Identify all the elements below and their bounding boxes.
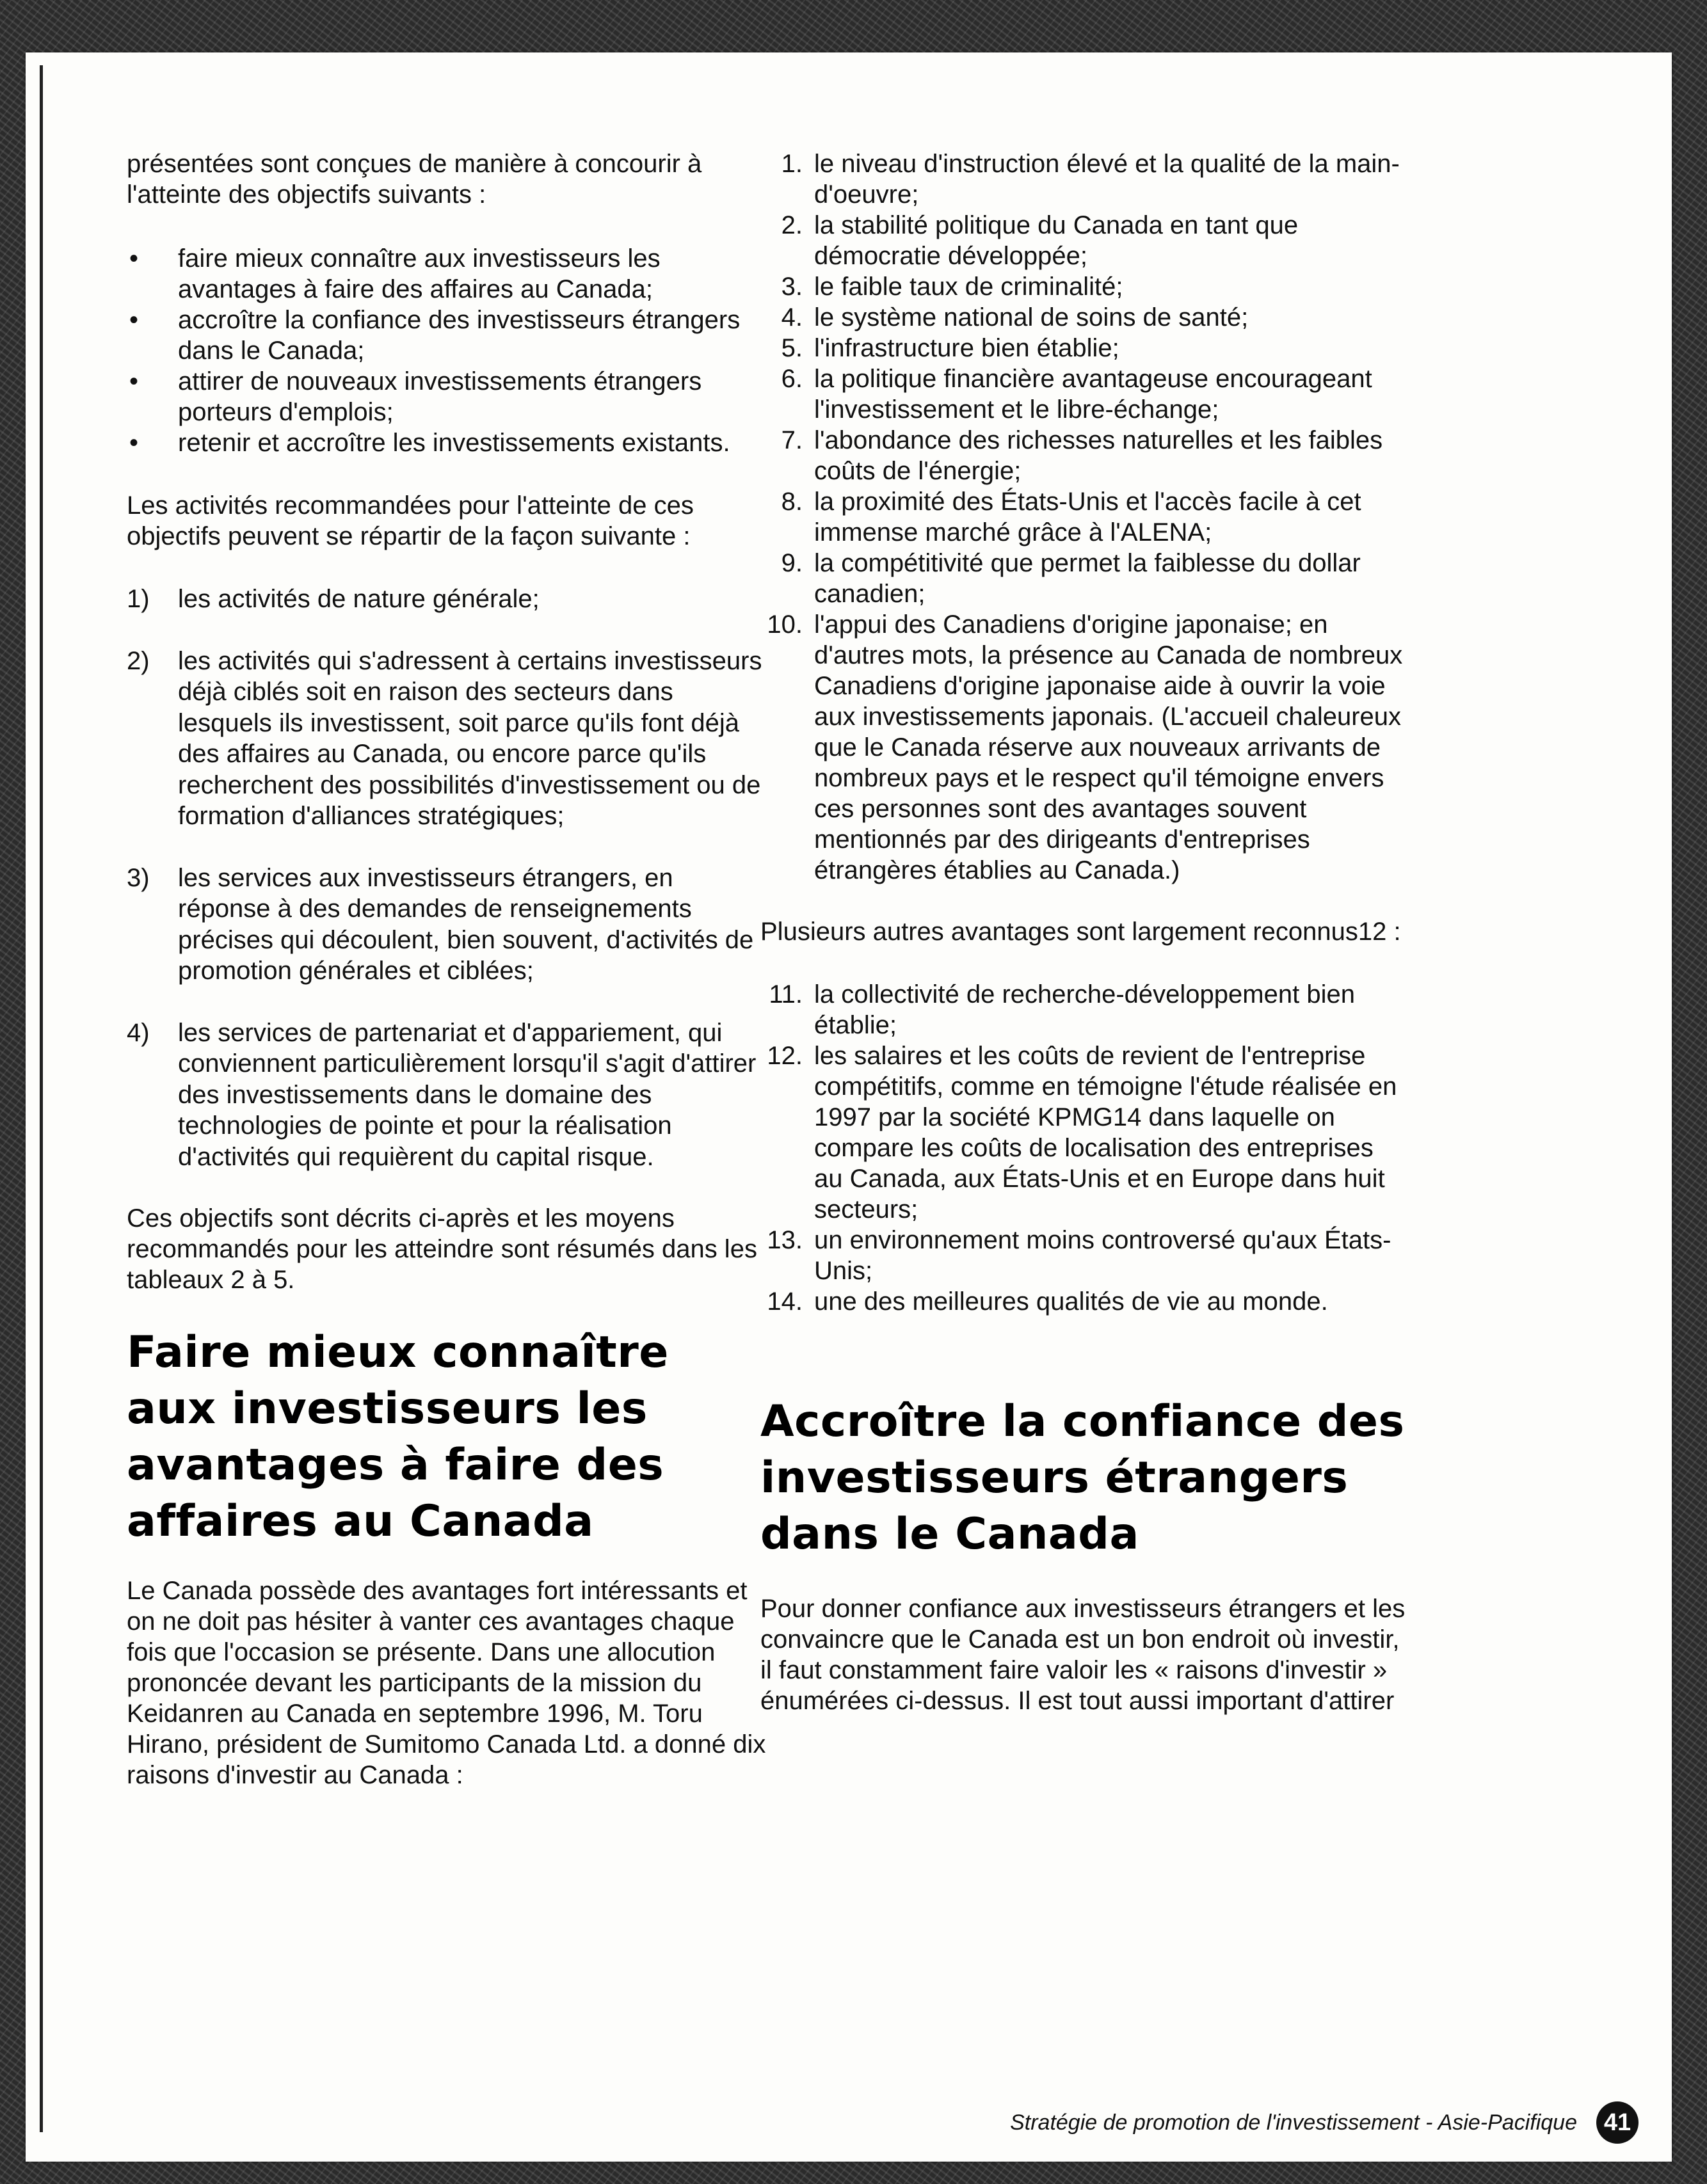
list-item: 11. la collectivité de recherche-développement bien établie; [769, 980, 1355, 1039]
other-reasons-list [760, 979, 1407, 1317]
page-number-badge: 41 [1596, 2101, 1639, 2144]
list-item: • retenir et accroître les investissements existants. [129, 429, 730, 457]
right-column [760, 148, 1407, 1748]
list-item: 1) les activités de nature générale; [127, 585, 540, 613]
list-item: 5. l'infrastructure bien établie; [781, 334, 1119, 362]
bullet-icon: • [129, 429, 139, 457]
list-item: 1. le niveau d'instruction élevé et la qualité de la main-d'oeuvre; [781, 150, 1400, 209]
section-heading: Accroître la confiance des investisseurs étrangers dans le Canada [760, 1396, 1405, 1559]
document-page [26, 52, 1672, 2162]
confidence-paragraph: Pour donner confiance aux investisseurs étrangers et les convaincre que le Canada est un bon endroit où investir, il faut constamment faire valoir les « raisons d'investir » énumérées ci-dessus. Il est tout aussi important d'attirer [760, 1595, 1406, 1715]
list-item: 2. la stabilité politique du Canada en tant que démocratie développée; [781, 211, 1299, 270]
list-item: 4) les services de partenariat et d'appariement, qui conviennent particulièrement lorsqu'il s'agit d'attirer des investissements dans le domaine des technologies de pointe et pour la réalisation d'activités qui requièrent du capital risque. [127, 1018, 757, 1171]
list-item: 3. le faible taux de criminalité; [781, 273, 1123, 301]
page-edge-line [40, 65, 43, 2132]
list-item: • faire mieux connaître aux investisseurs les avantages à faire des affaires au Canada; [129, 244, 661, 303]
list-item: 14. une des meilleures qualités de vie au monde. [767, 1287, 1328, 1316]
activities-intro: Les activités recommandées pour l'atteinte de ces objectifs peuvent se répartir de la façon suivante : [127, 491, 694, 550]
summary-paragraph: Ces objectifs sont décrits ci-après et les moyens recommandés pour les atteindre sont résumés dans les tableaux 2 à 5. [127, 1204, 757, 1294]
page-footer [1010, 2101, 1639, 2144]
bullet-icon: • [129, 244, 139, 273]
list-item: 9. la compétitivité que permet la faiblesse du dollar canadien; [781, 549, 1361, 608]
list-item: 2) les activités qui s'adressent à certains investisseurs déjà ciblés soit en raison des secteurs dans lesquels ils investissent, soit parce qu'ils font déjà des affaires au Canada, ou encore parce qu'ils recherchent des possibilités d'investissement ou de formation d'alliances stratégiques; [127, 646, 762, 830]
activities-list [127, 584, 767, 1172]
left-column [127, 148, 767, 1822]
objectives-list [127, 243, 767, 458]
list-item: 3) les services aux investisseurs étrangers, en réponse à des demandes de renseignements précises qui découlent, bien souvent, d'activités de promotion générales et ciblées; [127, 863, 754, 985]
section-heading: Faire mieux connaître aux investisseurs les avantages à faire des affaires au Canada [127, 1327, 669, 1547]
other-advantages-intro: Plusieurs autres avantages sont largement reconnus12 : [760, 918, 1401, 946]
list-item: 13. un environnement moins controversé qu'aux États-Unis; [767, 1226, 1391, 1285]
list-item: 8. la proximité des États-Unis et l'accès facile à cet immense marché grâce à l'ALENA; [781, 488, 1361, 546]
list-item: 7. l'abondance des richesses naturelles et les faibles coûts de l'énergie; [781, 426, 1383, 485]
list-item: 10. l'appui des Canadiens d'origine japonaise; en d'autres mots, la présence au Canada de nombreux Canadiens d'origine japonaise aide à ouvrir la voie aux investissements japonais. (L'accueil chaleureux que le Canada réserve aux nouveaux arrivants de nombreux pays et le respect qu'il témoigne envers ces personnes sont des avantages souvent mentionnés par des dirigeants d'entreprises étrangères établies au Canada.) [767, 610, 1403, 884]
canada-paragraph: Le Canada possède des avantages fort intéressants et on ne doit pas hésiter à vanter ces avantages chaque fois que l'occasion se présente. Dans une allocution prononcée devant les participants de la mission du Keidanren au Canada en septembre 1996, M. Toru Hirano, président de Sumitomo Canada Ltd. a donné dix raisons d'investir au Canada : [127, 1577, 766, 1789]
bullet-icon: • [129, 306, 139, 334]
list-item: • accroître la confiance des investisseurs étrangers dans le Canada; [129, 306, 741, 365]
list-item: 4. le système national de soins de santé; [781, 303, 1249, 331]
list-item: 6. la politique financière avantageuse encourageant l'investissement et le libre-échange; [781, 365, 1372, 424]
list-item: 12. les salaires et les coûts de revient de l'entreprise compétitifs, comme en témoigne l'étude réalisée en 1997 par la société KPMG14 dans laquelle on compare les coûts de localisation des entreprises au Canada, aux États-Unis et en Europe dans huit secteurs; [767, 1042, 1397, 1224]
reasons-list [760, 148, 1407, 886]
bullet-icon: • [129, 367, 139, 395]
intro-paragraph: présentées sont conçues de manière à concourir à l'atteinte des objectifs suivants : [127, 150, 702, 209]
footer-title: Stratégie de promotion de l'investissement - Asie-Pacifique [1010, 2110, 1577, 2135]
list-item: • attirer de nouveaux investissements étrangers porteurs d'emplois; [129, 367, 702, 426]
